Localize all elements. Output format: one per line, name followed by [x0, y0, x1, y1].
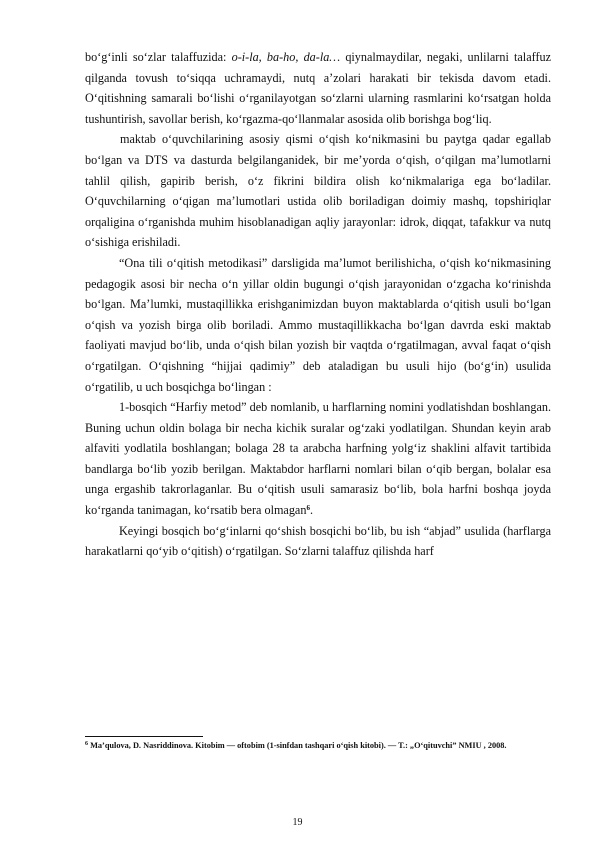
footnote-divider — [85, 736, 203, 737]
paragraph-1: bo‘g‘inli so‘zlar talaffuzida: o-i-la, ba-ho, da-la… qiynalmaydilar, negaki, unlilarni talaffuz qilganda tovush to‘siqqa uchramaydi, nutq a’zolari harakati bir tekisda davom etadi. O‘qitishning samarali bo‘lishi o‘rganilayotgan so‘zlarni ularning rasmlarini ko‘rsatgan holda tushuntirish, savollar berish, ko‘rgazma-qo‘llanmalar asosida olib borishga bog‘liq. — [85, 50, 552, 126]
paragraph-4: 1-bosqich “Harfiy metod” deb nomlanib, u harflarning nomini yodlatishdan boshlangan. Buning uchun oldin bolaga bir necha kichik suralar og‘zaki yodlatilgan. Shundan keyin arab alfaviti yodlatila boshlangan; bolaga 28 ta arabcha harfning yolg‘iz shaklini alfavit tartibida bandlarga bo‘lib yozib berilgan. Maktabdor harflarni nomlari bilan o‘qib bergan, bolalar esa unga ergashib takrorlaganlar. Bu o‘qitish usuli samarasiz bo‘lib, bola harfni boshqa joyda ko‘rganda tanimagan, ko‘rsatib bera olmagan$^6$. — [85, 400, 551, 518]
syllable-examples: o-i-la, ba-ho, da-la… — [231, 50, 341, 64]
body-text — [85, 47, 551, 562]
paragraph-3: “Ona tili o‘qitish metodikasi” darsligida ma’lumot berilishicha, o‘qish ko‘nikmasining pedagogik asosi bir necha o‘n yillar oldin bugungi o‘qish jarayonidan o‘zgacha ko‘rinishda bo‘lgan. Ma’lumki, mustaqillikka erishganimizdan buyon maktablarda o‘qitish usuli bo‘lgan o‘qish va yozish birga olib boriladi. Ammo mustaqillikkacha bo‘lgan davrda eski maktab faoliyati mavjud bo‘lib, unda o‘qish bilan yozish bir vaqtda o‘rgatilmagan, avval faqat o‘qish o‘rgatilgan. O‘qishning “hijjai qadimiy” deb ataladigan bu usuli hijo (bo‘g‘in) usulida o‘rgatilib, u uch bosqichga bo‘lingan : — [85, 255, 551, 394]
paragraph-2: maktab o‘quvchilarining asosiy qismi o‘qish ko‘nikmasini bu paytga qadar egallab bo‘lgan va DTS va dasturda belgilanganidek, bir me’yorda o‘qish, o‘qilgan ma’lumotlarni tahlil qilish, gapirib berish, o‘z fikrini bildira olish ko‘nikmalariga ega bo‘ladilar. O‘quvchilarning o‘qigan ma’lumotlari ustida olib boriladigan doimiy mashq, topshiriqlar orqaligina o‘rganishda muhim hisoblanadigan aqliy jarayonlar: idrok, diqqat, tafakkur va nutq o‘sishiga erishiladi. — [85, 132, 551, 250]
page-number: 19 — [292, 817, 303, 828]
footnote-reference[interactable]: 6 — [306, 504, 310, 513]
footnote-text: Ma’qulova, D. Nasriddinova. Kitobim — oftobim (1-sinfdan tashqari o‘qish kitobi). — T.: „O‘qituvchi” NMIU , 2008. — [88, 741, 507, 750]
footnote — [85, 740, 551, 752]
footnote-number: 6 — [85, 741, 88, 747]
paragraph-5: Keyingi bosqich bo‘g‘inlarni qo‘shish bosqichi bo‘lib, bu ish “abjad” usulida (harflarga harakatlarni qo‘yib o‘qitish) o‘rgatilgan. So‘zlarni talaffuz qilishda harf — [85, 523, 551, 559]
